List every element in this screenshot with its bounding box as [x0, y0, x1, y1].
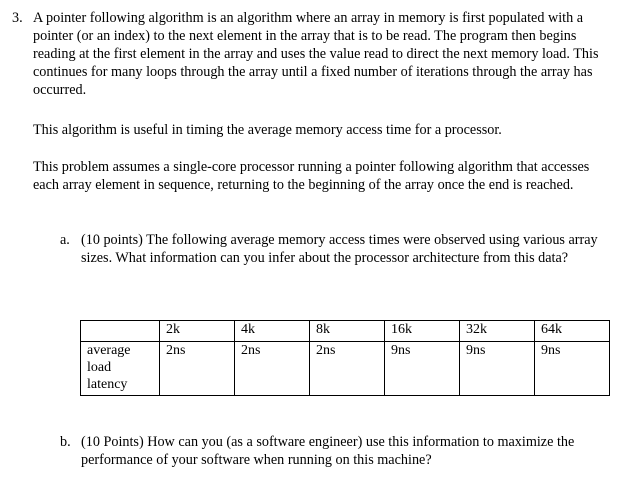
table-corner-cell — [81, 321, 160, 342]
part-b-question: (10 Points) How can you (as a software engineer) use this information to maximize the performance of your software when running on this machine? — [81, 434, 575, 468]
assumption-paragraph: This problem assumes a single-core processor running a pointer following algorithm that accesses each array element in sequence, returning to the beginning of the array once the end is reached. — [33, 159, 590, 193]
part-b-letter: b. — [60, 434, 71, 450]
size-header-cell: 8k — [310, 321, 385, 342]
table-header-row — [81, 321, 610, 342]
usefulness-paragraph: This algorithm is useful in timing the average memory access time for a processor. — [33, 122, 502, 138]
table-row — [81, 342, 610, 396]
latency-cell: 2ns — [160, 342, 235, 396]
latency-cell: 9ns — [535, 342, 610, 396]
latency-cell: 2ns — [310, 342, 385, 396]
size-header-cell: 64k — [535, 321, 610, 342]
row-label-cell: average load latency — [81, 342, 160, 396]
size-header-cell: 16k — [385, 321, 460, 342]
latency-table — [80, 320, 610, 396]
latency-cell: 9ns — [385, 342, 460, 396]
question-intro-paragraph: A pointer following algorithm is an algorithm where an array in memory is first populated with a pointer (or an index) to the next element in the array that is to be read. The program then begins reading at the first element in the array and uses the value read to direct the next memory load. This continues for many loops through the array until a fixed number of iterations through the array has occurred. — [33, 10, 599, 98]
latency-cell: 2ns — [235, 342, 310, 396]
part-a-letter: a. — [60, 232, 70, 248]
part-a-question: (10 points) The following average memory access times were observed using various array sizes. What information can you infer about the processor architecture from this data? — [81, 232, 598, 266]
question-number: 3. — [12, 10, 23, 26]
size-header-cell: 2k — [160, 321, 235, 342]
size-header-cell: 4k — [235, 321, 310, 342]
latency-cell: 9ns — [460, 342, 535, 396]
size-header-cell: 32k — [460, 321, 535, 342]
